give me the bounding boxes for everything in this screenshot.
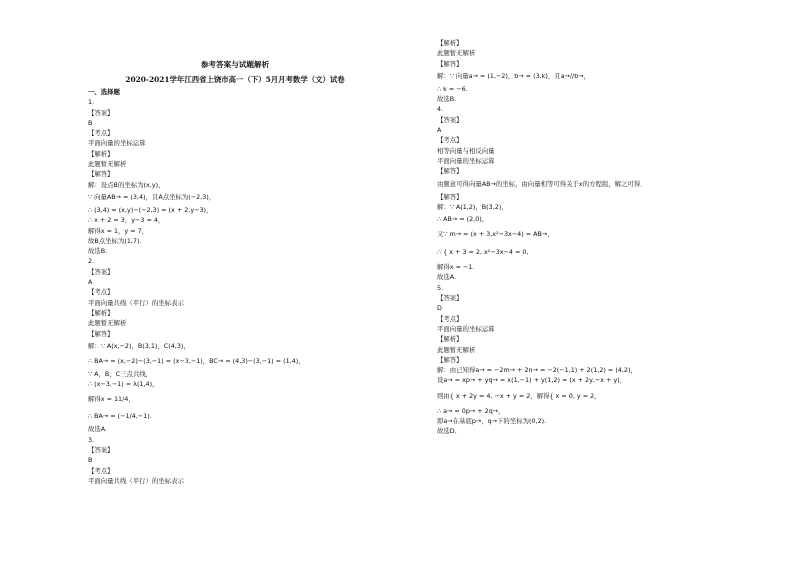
- text-line: 【解析】: [437, 39, 463, 47]
- text-line: 解：由已知得a→ = −2m→ + 2n→ = −2(−1,1) + 2(1,2) = (4,2)，: [437, 366, 637, 375]
- text-line: 一、选择题: [88, 88, 120, 96]
- text-line: 【答案】: [88, 446, 114, 455]
- right-column: [437, 38, 767, 437]
- document-title: 参考答案与试题解析: [200, 60, 270, 69]
- text-line: B: [88, 118, 93, 127]
- text-line: 【答案】: [88, 108, 114, 117]
- text-line: 【解析】: [88, 149, 114, 158]
- text-line: 故选A.: [437, 273, 457, 282]
- text-line: A: [88, 278, 93, 287]
- text-line: 【答案】: [437, 294, 463, 303]
- text-line: 由题意可得向量AB→的坐标，由向量相等可得关于x的方程组，解之可得．: [437, 179, 647, 188]
- text-line: B: [88, 456, 93, 465]
- right-text-block: [437, 38, 767, 437]
- text-line: 此题暂无解析: [88, 319, 127, 328]
- text-line: 【考点】: [437, 136, 463, 145]
- text-line: 故选B.: [437, 95, 457, 104]
- text-line: 解：∵ A(1,2)，B(3,2)，: [437, 202, 508, 211]
- text-line: 2.: [88, 257, 95, 266]
- text-line: D: [437, 304, 442, 313]
- text-line: 解得x = 1，y = 7，: [88, 226, 149, 235]
- text-line: 故选D.: [437, 427, 457, 436]
- text-line: 【解答】: [437, 167, 463, 176]
- text-line: 5.: [437, 283, 444, 292]
- text-line: 【解答】: [437, 355, 463, 364]
- text-line: 【解答】: [437, 59, 463, 68]
- text-line: 1.: [88, 98, 95, 107]
- text-line: 4.: [437, 105, 444, 114]
- text-line: ∴ a→ = 0p→ + 2q→，: [437, 406, 505, 415]
- text-line: ∴ (x−3,−1) = λ(1,4)，: [88, 380, 159, 389]
- text-line: 设a→ = xp→ + yq→ = x(1,−1) + y(1,2) = (x + 2y,−x + y)，: [437, 376, 627, 385]
- left-text-block: [88, 87, 418, 486]
- text-line: 解得x = 11/4，: [88, 395, 135, 404]
- text-line: 平面向量共线（平行）的坐标表示: [88, 298, 184, 307]
- text-line: ∴ BA→ = (x,−2)−(3,−1) = (x−3,−1)，BC→ = (4,3)−(3,−1) = (1,4)，: [88, 356, 305, 365]
- text-line: 平面向量共线（平行）的坐标表示: [88, 476, 184, 485]
- text-line: 【解答】: [88, 329, 114, 338]
- text-line: 【考点】: [88, 466, 114, 475]
- text-line: ∴ k = −6.: [437, 84, 468, 93]
- text-line: ∴ BA→ = (−1/4,−1).: [88, 412, 152, 421]
- text-line: 故B点坐标为(1,7).: [88, 236, 142, 245]
- text-line: 故选A.: [88, 425, 108, 434]
- text-line: 平面向量的坐标运算: [437, 156, 495, 165]
- text-line: 相等向量与相反向量: [437, 146, 495, 155]
- text-line: ∴ { x + 3 = 2, x²−3x−4 = 0,: [437, 248, 529, 257]
- text-line: 平面向量的坐标运算: [88, 139, 146, 148]
- text-line: 解：∵ 向量a→ = (1,−2)，b→ = (3,k)，且a→//b→，: [437, 71, 591, 80]
- text-line: 平面向量的坐标运算: [437, 324, 495, 333]
- document-subtitle: 2020-2021学年江西省上饶市高一（下）5月月考数学（文）试卷: [125, 75, 345, 84]
- text-line: 又∵ m→ = (x + 3,x²−3x−4) = AB→，: [437, 230, 554, 239]
- text-line: ∵ 向量AB→ = (3,4)，且A点坐标为(−2,3)，: [88, 192, 216, 201]
- text-line: 【考点】: [88, 288, 114, 297]
- text-line: 【解析】: [437, 335, 463, 344]
- text-line: 此题暂无解析: [437, 49, 476, 58]
- text-line: 解：∵ A(x,−2)，B(3,1)，C(4,3)，: [88, 341, 190, 350]
- text-line: 解得x = −1.: [437, 263, 475, 272]
- text-line: 【解答】: [437, 192, 463, 201]
- text-line: A: [437, 126, 442, 135]
- text-line: ∵ A，B，C三点共线，: [88, 369, 153, 378]
- text-line: 3.: [88, 435, 95, 444]
- left-column: [88, 58, 418, 486]
- text-line: 【答案】: [437, 115, 463, 124]
- text-line: 【考点】: [437, 314, 463, 323]
- text-line: 【解答】: [88, 170, 114, 179]
- text-line: ∴ AB→ = (2,0)，: [437, 215, 489, 224]
- text-line: 【答案】: [88, 267, 114, 276]
- text-line: 此题暂无解析: [437, 345, 476, 354]
- text-line: 故选B.: [88, 247, 108, 256]
- text-line: 即a→在基底p→，q→下的坐标为(0,2).: [437, 417, 547, 426]
- text-line: ∴ x + 2 = 3，y−3 = 4，: [88, 216, 165, 225]
- text-line: 【解析】: [88, 308, 114, 317]
- text-line: 则由{ x + 2y = 4, −x + y = 2，解得{ x = 0, y = 2，: [437, 391, 601, 400]
- text-line: 【考点】: [88, 129, 114, 138]
- text-line: ∴ (3,4) = (x,y)−(−2,3) = (x + 2,y−3)，: [88, 205, 213, 214]
- text-line: 解：设点B的坐标为(x,y)，: [88, 180, 165, 189]
- text-line: 此题暂无解析: [88, 160, 127, 169]
